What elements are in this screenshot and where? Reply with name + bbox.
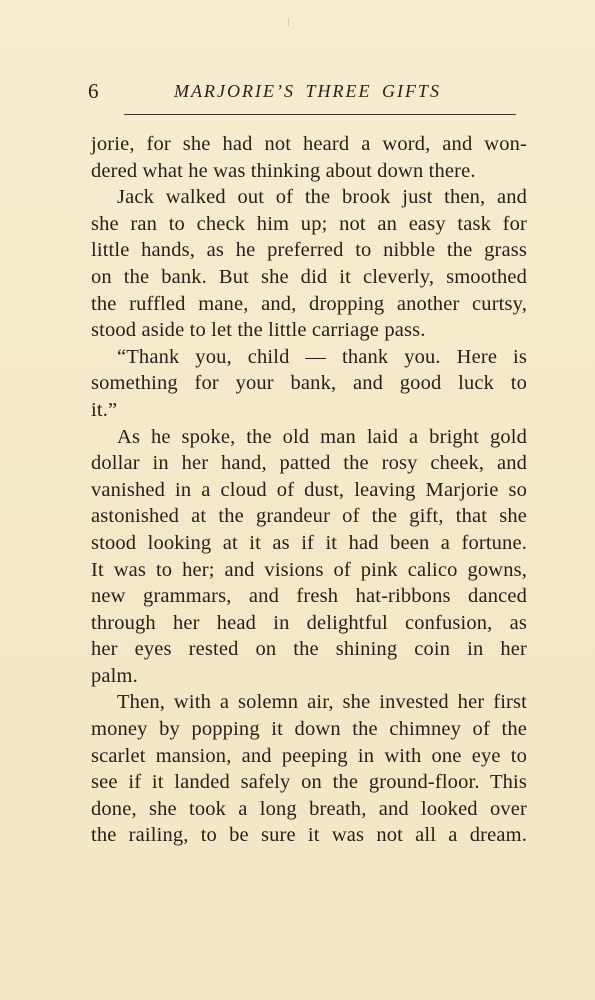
text-line: see if it landed safely on the ground-floor. This [91, 771, 527, 794]
text-line: Then, with a solemn air, she invested her first [117, 691, 527, 714]
text-line: something for your bank, and good luck to [91, 372, 527, 395]
page-header [88, 76, 513, 106]
text-line: it.” [91, 398, 118, 421]
header-rule [124, 114, 516, 115]
text-line: dered what he was thinking about down there. [91, 159, 476, 182]
text-line: Jack walked out of the brook just then, and [117, 186, 527, 209]
text-line: the ruffled mane, and, dropping another curtsy, [91, 292, 527, 315]
text-line: on the bank. But she did it cleverly, smoothed [91, 265, 527, 288]
text-line: jorie, for she had not heard a word, and won- [91, 133, 527, 155]
text-line: “Thank you, child — thank you. Here is [117, 345, 527, 368]
text-line: palm. [91, 664, 138, 687]
text-line: new grammars, and fresh hat-ribbons danced [91, 585, 527, 608]
text-line: she ran to check him up; not an easy task for [91, 212, 527, 235]
text-line: through her head in delightful confusion, as [91, 611, 527, 634]
text-line: stood aside to let the little carriage pass. [91, 319, 426, 342]
text-line: It was to her; and visions of pink calico gowns, [91, 558, 527, 581]
text-line: money by popping it down the chimney of the [91, 718, 527, 741]
text-line: her eyes rested on the shining coin in her [91, 638, 527, 661]
text-line: done, she took a long breath, and looked over [91, 797, 527, 820]
text-line: dollar in her hand, patted the rosy cheek, and [91, 452, 527, 475]
text-line: astonished at the grandeur of the gift, that she [91, 505, 527, 528]
text-line: vanished in a cloud of dust, leaving Marjorie so [91, 478, 527, 501]
text-line: scarlet mansion, and peeping in with one eye to [91, 744, 527, 767]
text-line: stood looking at it as if it had been a fortune. [91, 531, 527, 554]
page-number: 6 [88, 79, 99, 103]
paper-mark [288, 18, 289, 26]
body-text [91, 131, 527, 849]
text-line: the railing, to be sure it was not all a dream. [91, 824, 527, 847]
text-line: As he spoke, the old man laid a bright gold [117, 425, 527, 448]
text-line: little hands, as he preferred to nibble the grass [91, 239, 527, 262]
running-head: MARJORIE’S THREE GIFTS [174, 81, 441, 101]
